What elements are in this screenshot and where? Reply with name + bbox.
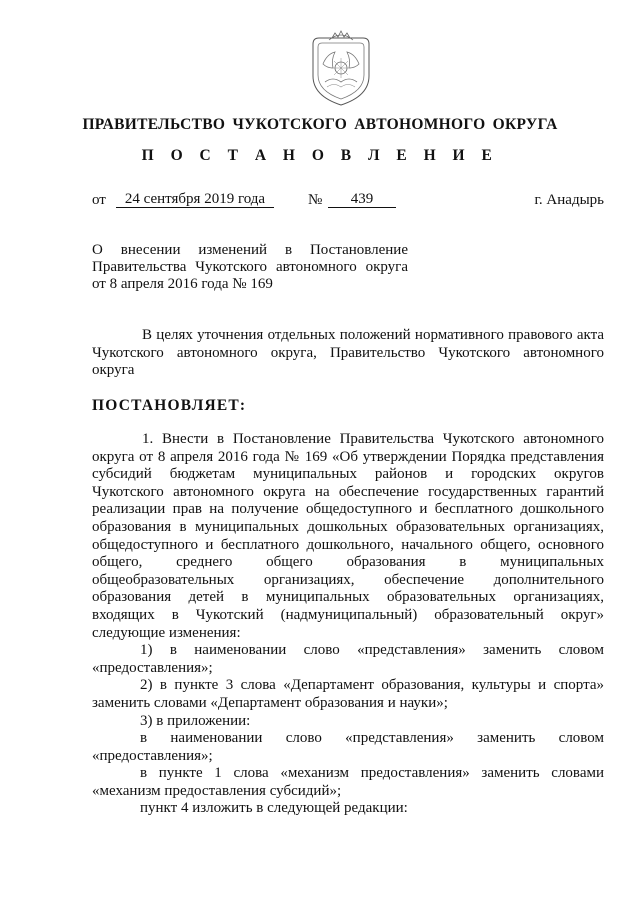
number-label: № xyxy=(308,192,323,208)
body-line: пункт 4 изложить в следующей редакции: xyxy=(140,800,408,817)
document-number: 439 xyxy=(350,191,374,207)
decree-body xyxy=(92,431,604,818)
preamble xyxy=(92,327,604,380)
decree-word: ПОСТАНОВЛЯЕТ: xyxy=(92,397,247,414)
document-date: 24 сентября 2019 года xyxy=(124,191,266,207)
body-line: входящих в Чукотский (надмуниципальный) образовательный округ» xyxy=(92,606,604,623)
subject-line: О внесении изменений в Постановление xyxy=(92,242,408,258)
body-line: субсидий бюджетам муниципальных районов и городских округов xyxy=(92,466,604,483)
body-line: общедоступного и бесплатного дошкольного, начального общего, основного xyxy=(92,536,604,553)
body-line: образования детей в муниципальных образовательных организациях, xyxy=(92,589,604,606)
body-line: заменить словами «Департамент образования и науки»; xyxy=(92,694,448,711)
body-line: общеобразовательных организациях, обеспечение дополнительного xyxy=(92,571,604,588)
body-line: «механизм предоставления субсидий»; xyxy=(92,782,342,799)
body-line: 1) в наименовании слово «представления» заменить словом xyxy=(140,642,604,659)
document-subject xyxy=(92,242,408,293)
dateline xyxy=(92,192,604,212)
body-line: «предоставления»; xyxy=(92,659,213,676)
coat-of-arms-emblem xyxy=(305,28,377,108)
document-title: П О С Т А Н О В Л Е Н И Е xyxy=(141,147,499,164)
preamble-line: В целях уточнения отдельных положений нормативного правового акта xyxy=(142,327,604,343)
body-line: 1. Внести в Постановление Правительства Чукотского автономного xyxy=(142,431,604,447)
body-line: следующие изменения: xyxy=(92,624,241,641)
preamble-line: Чукотского автономного округа, Правительство Чукотского автономного xyxy=(92,344,604,361)
body-line: в наименовании слово «представления» заменить словом xyxy=(140,730,604,747)
body-line: Чукотского автономного округа на обеспечение государственных гарантий xyxy=(92,483,604,500)
body-line: в пункте 1 слова «механизм предоставления» заменить словами xyxy=(140,765,604,782)
subject-line: от 8 апреля 2016 года № 169 xyxy=(92,276,273,292)
preamble-line: округа xyxy=(92,362,135,379)
city: г. Анадырь xyxy=(534,192,604,208)
body-line: образования в муниципальных дошкольных образовательных организациях, xyxy=(92,518,604,535)
body-line: «предоставления»; xyxy=(92,747,213,764)
body-line: 2) в пункте 3 слова «Департамент образования, культуры и спорта» xyxy=(140,677,604,694)
subject-line: Правительства Чукотского автономного округа xyxy=(92,259,408,275)
body-line: округа от 8 апреля 2016 года № 169 «Об утверждении Порядка представления xyxy=(92,448,604,465)
government-name: ПРАВИТЕЛЬСТВО ЧУКОТСКОГО АВТОНОМНОГО ОКРУГА xyxy=(82,116,558,133)
body-line: реализации прав на получение общедоступного и бесплатного дошкольного xyxy=(92,501,604,518)
body-line: общего, среднего общего образования в муниципальных xyxy=(92,554,604,571)
body-line: 3) в приложении: xyxy=(140,712,251,729)
date-prefix: от xyxy=(92,192,106,208)
